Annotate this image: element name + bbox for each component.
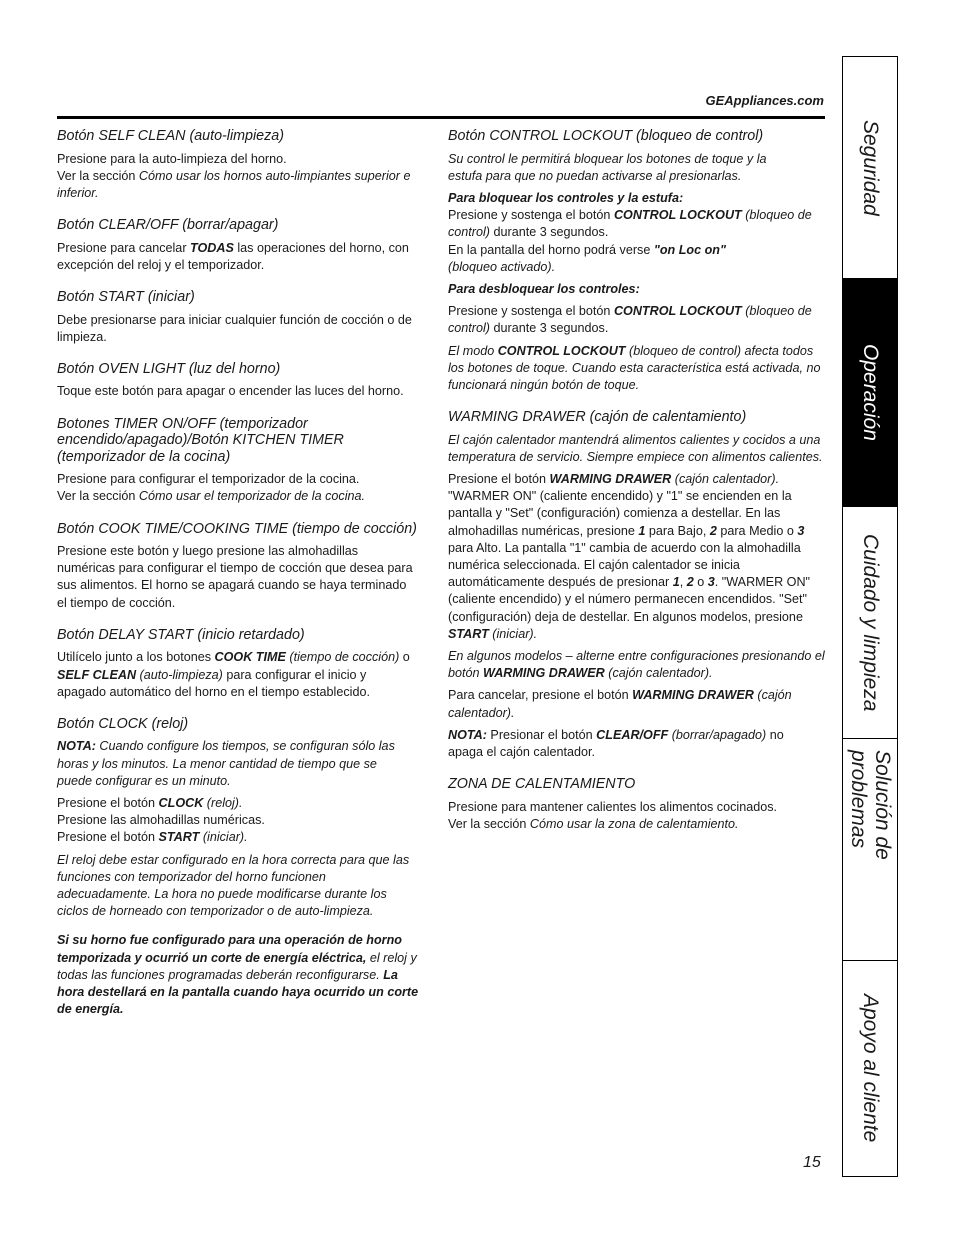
paragraph: Presione el botón WARMING DRAWER (cajón calentador). "WARMER ON" (caliente encendido) y "1" se encienden en la pantalla y "Set" (configuración) comienza a destellar. En las almohadillas numéricas, presione 1 para Bajo, 2 para Medio o 3 para Alto. La pantalla "1" cambia de acuerdo con la almohadilla numérica seleccionada. El cajón calentador se inicia automáticamente después de presionar 1, 2 o 3. "WARMER ON" (caliente encendido) y el número permanecen encendidos. "Set" (configuración) deja de destellar. En algunos modelos, presione START (iniciar). [448,472,811,641]
control-lockout-section [448,128,826,394]
tab-label: Operación [859,344,882,441]
paragraph: Toque este botón para apagar o encender las luces del horno. [57,384,404,399]
paragraph: Ver la sección Cómo usar el temporizador de la cocina. [57,489,366,504]
page-number: 15 [803,1154,821,1171]
delay-start-section [57,627,432,701]
tab-solucion-de-problemas[interactable] [843,739,897,961]
note: NOTA: Presionar el botón CLEAR/OFF (borrar/apagado) no apaga el cajón calentador. [448,727,784,760]
timer-section [57,416,432,506]
paragraph: Su control le permitirá bloquear los botones de toque y la estufa para que no puedan activarse al presionarlas. [448,151,767,183]
website-url: GEAppliances.com [705,93,824,108]
paragraph: En la pantalla del horno podrá verse "on Loc on" (bloqueo activado). [448,242,726,274]
paragraph: Debe presionarse para iniciar cualquier función de cocción o de limpieza. [57,312,412,344]
section-heading: Botón CONTROL LOCKOUT (bloqueo de control) [448,128,764,144]
tab-apoyo-al-cliente[interactable] [843,961,897,1176]
section-tabs [842,56,898,1177]
start-section [57,289,432,346]
paragraph: Presione para configurar el temporizador de la cocina. [57,472,360,487]
paragraph: El modo CONTROL LOCKOUT (bloqueo de control) afecta todos los botones de toque. Cuando esta característica está activada, no funcionará ningún botón de toque. [448,343,821,392]
section-heading: Botón DELAY START (inicio retardado) [57,626,305,643]
tab-seguridad[interactable] [843,57,897,279]
section-heading: Botón CLEAR/OFF (borrar/apagar) [57,217,279,234]
section-heading: Botón SELF CLEAN (auto-limpieza) [57,128,284,144]
clock-note: El reloj debe estar configurado en la hora correcta para que las funciones con temporizador del horno funcionen adecuadamente. La hora no puede modificarse durante los ciclos de horneado con temporizador o de auto-limpieza. [57,852,410,919]
paragraph: Utilícelo junto a los botones COOK TIME (tiempo de cocción) o SELF CLEAN (auto-limpieza) para configurar el inicio y apagado automático del horno en el tiempo establecido. [57,650,410,699]
section-heading: Botones TIMER ON/OFF (temporizador encendido/apagado)/Botón KITCHEN TIMER (temporizador de la cocina) [57,415,344,465]
paragraph: Ver la sección Cómo usar la zona de calentamiento. [448,817,739,831]
subheading: Para bloquear los controles y la estufa: [448,190,684,205]
section-heading: ZONA DE CALENTAMIENTO [448,776,636,793]
paragraph: Presione y sostenga el botón CONTROL LOCKOUT (bloqueo de control) durante 3 segundos. [448,304,812,336]
tab-operacion[interactable] [843,279,897,507]
paragraph: Presione y sostenga el botón CONTROL LOCKOUT (bloqueo de control) durante 3 segundos. [448,208,812,240]
paragraph: Para cancelar, presione el botón WARMING DRAWER (cajón calentador). [448,688,792,720]
oven-light-section [57,361,432,401]
section-heading: Botón START (iniciar) [57,289,195,306]
note: NOTA: Cuando configure los tiempos, se configuran sólo las horas y los minutos. La menor cantidad de tiempo que se puede configurar es un minuto. [57,739,395,788]
header-rule [57,116,825,119]
tab-label: Solución de problemas [847,749,894,860]
self-clean-section [57,128,432,202]
section-heading: Botón CLOCK (reloj) [57,715,189,732]
paragraph: Presione para mantener calientes los alimentos cocinados. [448,799,778,814]
paragraph: Presione para cancelar TODAS las operaciones del horno, con excepción del reloj y el temporizador. [57,240,409,272]
section-heading: Botón COOK TIME/COOKING TIME (tiempo de cocción) [57,520,417,537]
power-outage-note: Si su horno fue configurado para una operación de horno temporizada y ocurrió un corte de energía eléctrica, el reloj y todas las funciones programadas deberán reconfigurarse. La hora destellará en la pantalla cuando haya ocurrido un corte de energía. [57,933,419,1017]
paragraph: Ver la sección Cómo usar los hornos auto-limpiantes superior e inferior. [57,168,411,200]
paragraph: Presione para la auto-limpieza del horno. [57,151,287,166]
warming-drawer-section [448,409,826,761]
section-heading: WARMING DRAWER (cajón de calentamiento) [448,409,747,426]
tab-label: Cuidado y limpieza [859,533,882,712]
clock-section [57,716,432,1019]
cook-time-section [57,521,432,612]
subheading: Para desbloquear los controles: [448,281,640,296]
left-column [57,128,432,1034]
tab-cuidado-y-limpieza[interactable] [843,507,897,739]
section-heading: Botón OVEN LIGHT (luz del horno) [57,360,281,377]
paragraph: En algunos modelos – alterne entre configuraciones presionando el botón WARMING DRAWER (cajón calentador). [448,649,825,681]
right-column [448,128,826,848]
paragraph: El cajón calentador mantendrá alimentos calientes y cocidos a una temperatura de servicio. Siempre empiece con alimentos calientes. [448,432,823,464]
steps: Presione el botón CLOCK (reloj). Presione las almohadillas numéricas. Presione el botón START (iniciar). [57,796,265,845]
paragraph: Presione este botón y luego presione las almohadillas numéricas para configurar el tiempo de cocción que desea para sus alimentos. El horno se apagará cuando se haya terminado el tiempo de cocción. [57,544,413,610]
warming-zone-section [448,776,826,833]
clear-off-section [57,217,432,274]
tab-label: Apoyo al cliente [859,994,882,1143]
tab-label: Seguridad [859,119,882,216]
